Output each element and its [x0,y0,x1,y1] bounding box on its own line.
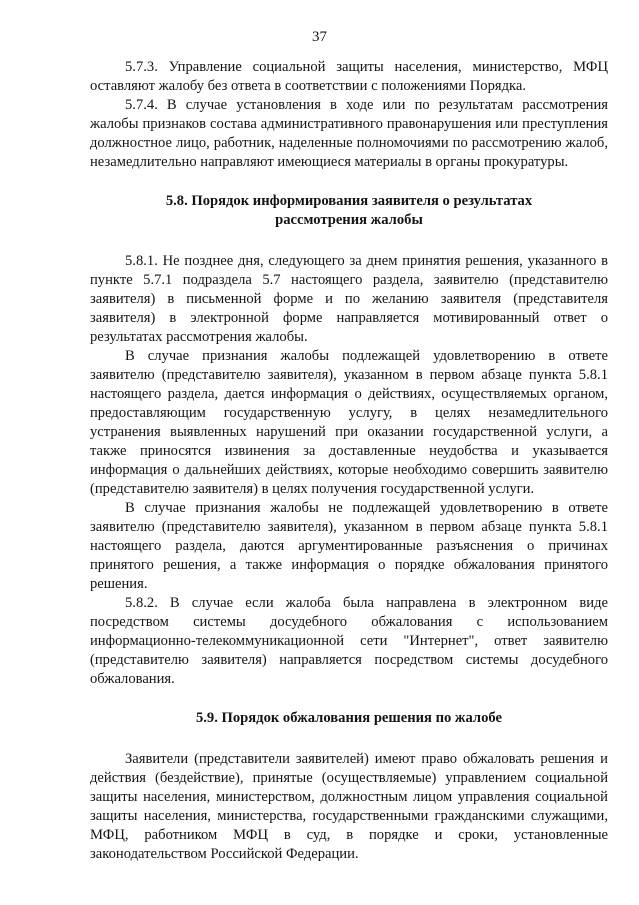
page-number: 37 [312,29,327,45]
paragraph-5-8-2: 5.8.2. В случае если жалоба была направлена в электронном виде посредством системы досудебного обжалования с использованием информационно-телекоммуникационной сети "Интернет", ответ заявителю (представителю заявителя) направляется посредством системы досудебного обжалования. [90,595,608,687]
paragraph-5-7-3: 5.7.3. Управление социальной защиты населения, министерство, МФЦ оставляют жалобу без ответа в соответствии с положениями Порядка. [90,59,608,94]
section-heading-5-8-line-2: рассмотрения жалобы [275,212,423,228]
paragraph-5-7-4: 5.7.4. В случае установления в ходе или по результатам рассмотрения жалобы признаков состава административного правонарушения или преступления должностное лицо, работник, наделенные полномочиями по рассмотрению жалоб, незамедлительно направляют имеющиеся материалы в органы прокуратуры. [90,97,608,170]
paragraph-5-8-1-satisfied: В случае признания жалобы подлежащей удовлетворению в ответе заявителю (представителю заявителя), указанном в первом абзаце пункта 5.8.1 настоящего раздела, дается информация о действиях, осуществляемых органом, предоставляющим государственную услугу, в целях незамедлительного устранения выявленных нарушений при оказании государственной услуги, а также приносятся извинения за доставленные неудобства и указывается информация о дальнейших действиях, которые необходимо совершить заявителю (представителю заявителя) в целях получения государственной услуги. [90,348,608,497]
section-heading-5-8-line-1: 5.8. Порядок информирования заявителя о результатах [165,193,533,209]
paragraph-5-9: Заявители (представители заявителей) имеют право обжаловать решения и действия (бездействие), принятые (осуществляемые) управлением социальной защиты населения, министерством, должностным лицом управления социальной защиты населения, министерства, государственными гражданскими служащими, МФЦ, работником МФЦ в суд, в порядке и сроки, установленные законодательством Российской Федерации. [90,751,608,862]
paragraph-5-8-1-not-satisfied: В случае признания жалобы не подлежащей удовлетворению в ответе заявителю (представителю заявителя), указанном в первом абзаце пункта 5.8.1 настоящего раздела, даются аргументированные разъяснения о причинах принятого решения, а также информация о порядке обжалования принятого решения. [90,500,608,592]
section-heading-5-9-line-1: 5.9. Порядок обжалования решения по жалобе [195,710,502,726]
document-body [90,58,608,864]
section-heading-5-9 [90,709,608,728]
section-heading-5-8 [90,192,608,230]
paragraph-5-8-1: 5.8.1. Не позднее дня, следующего за днем принятия решения, указанного в пункте 5.7.1 подраздела 5.7 настоящего раздела, заявителю (представителю заявителя) в письменной форме и по желанию заявителя (представителя заявителя) в электронной форме направляется мотивированный ответ о результатах рассмотрения жалобы. [90,253,608,345]
